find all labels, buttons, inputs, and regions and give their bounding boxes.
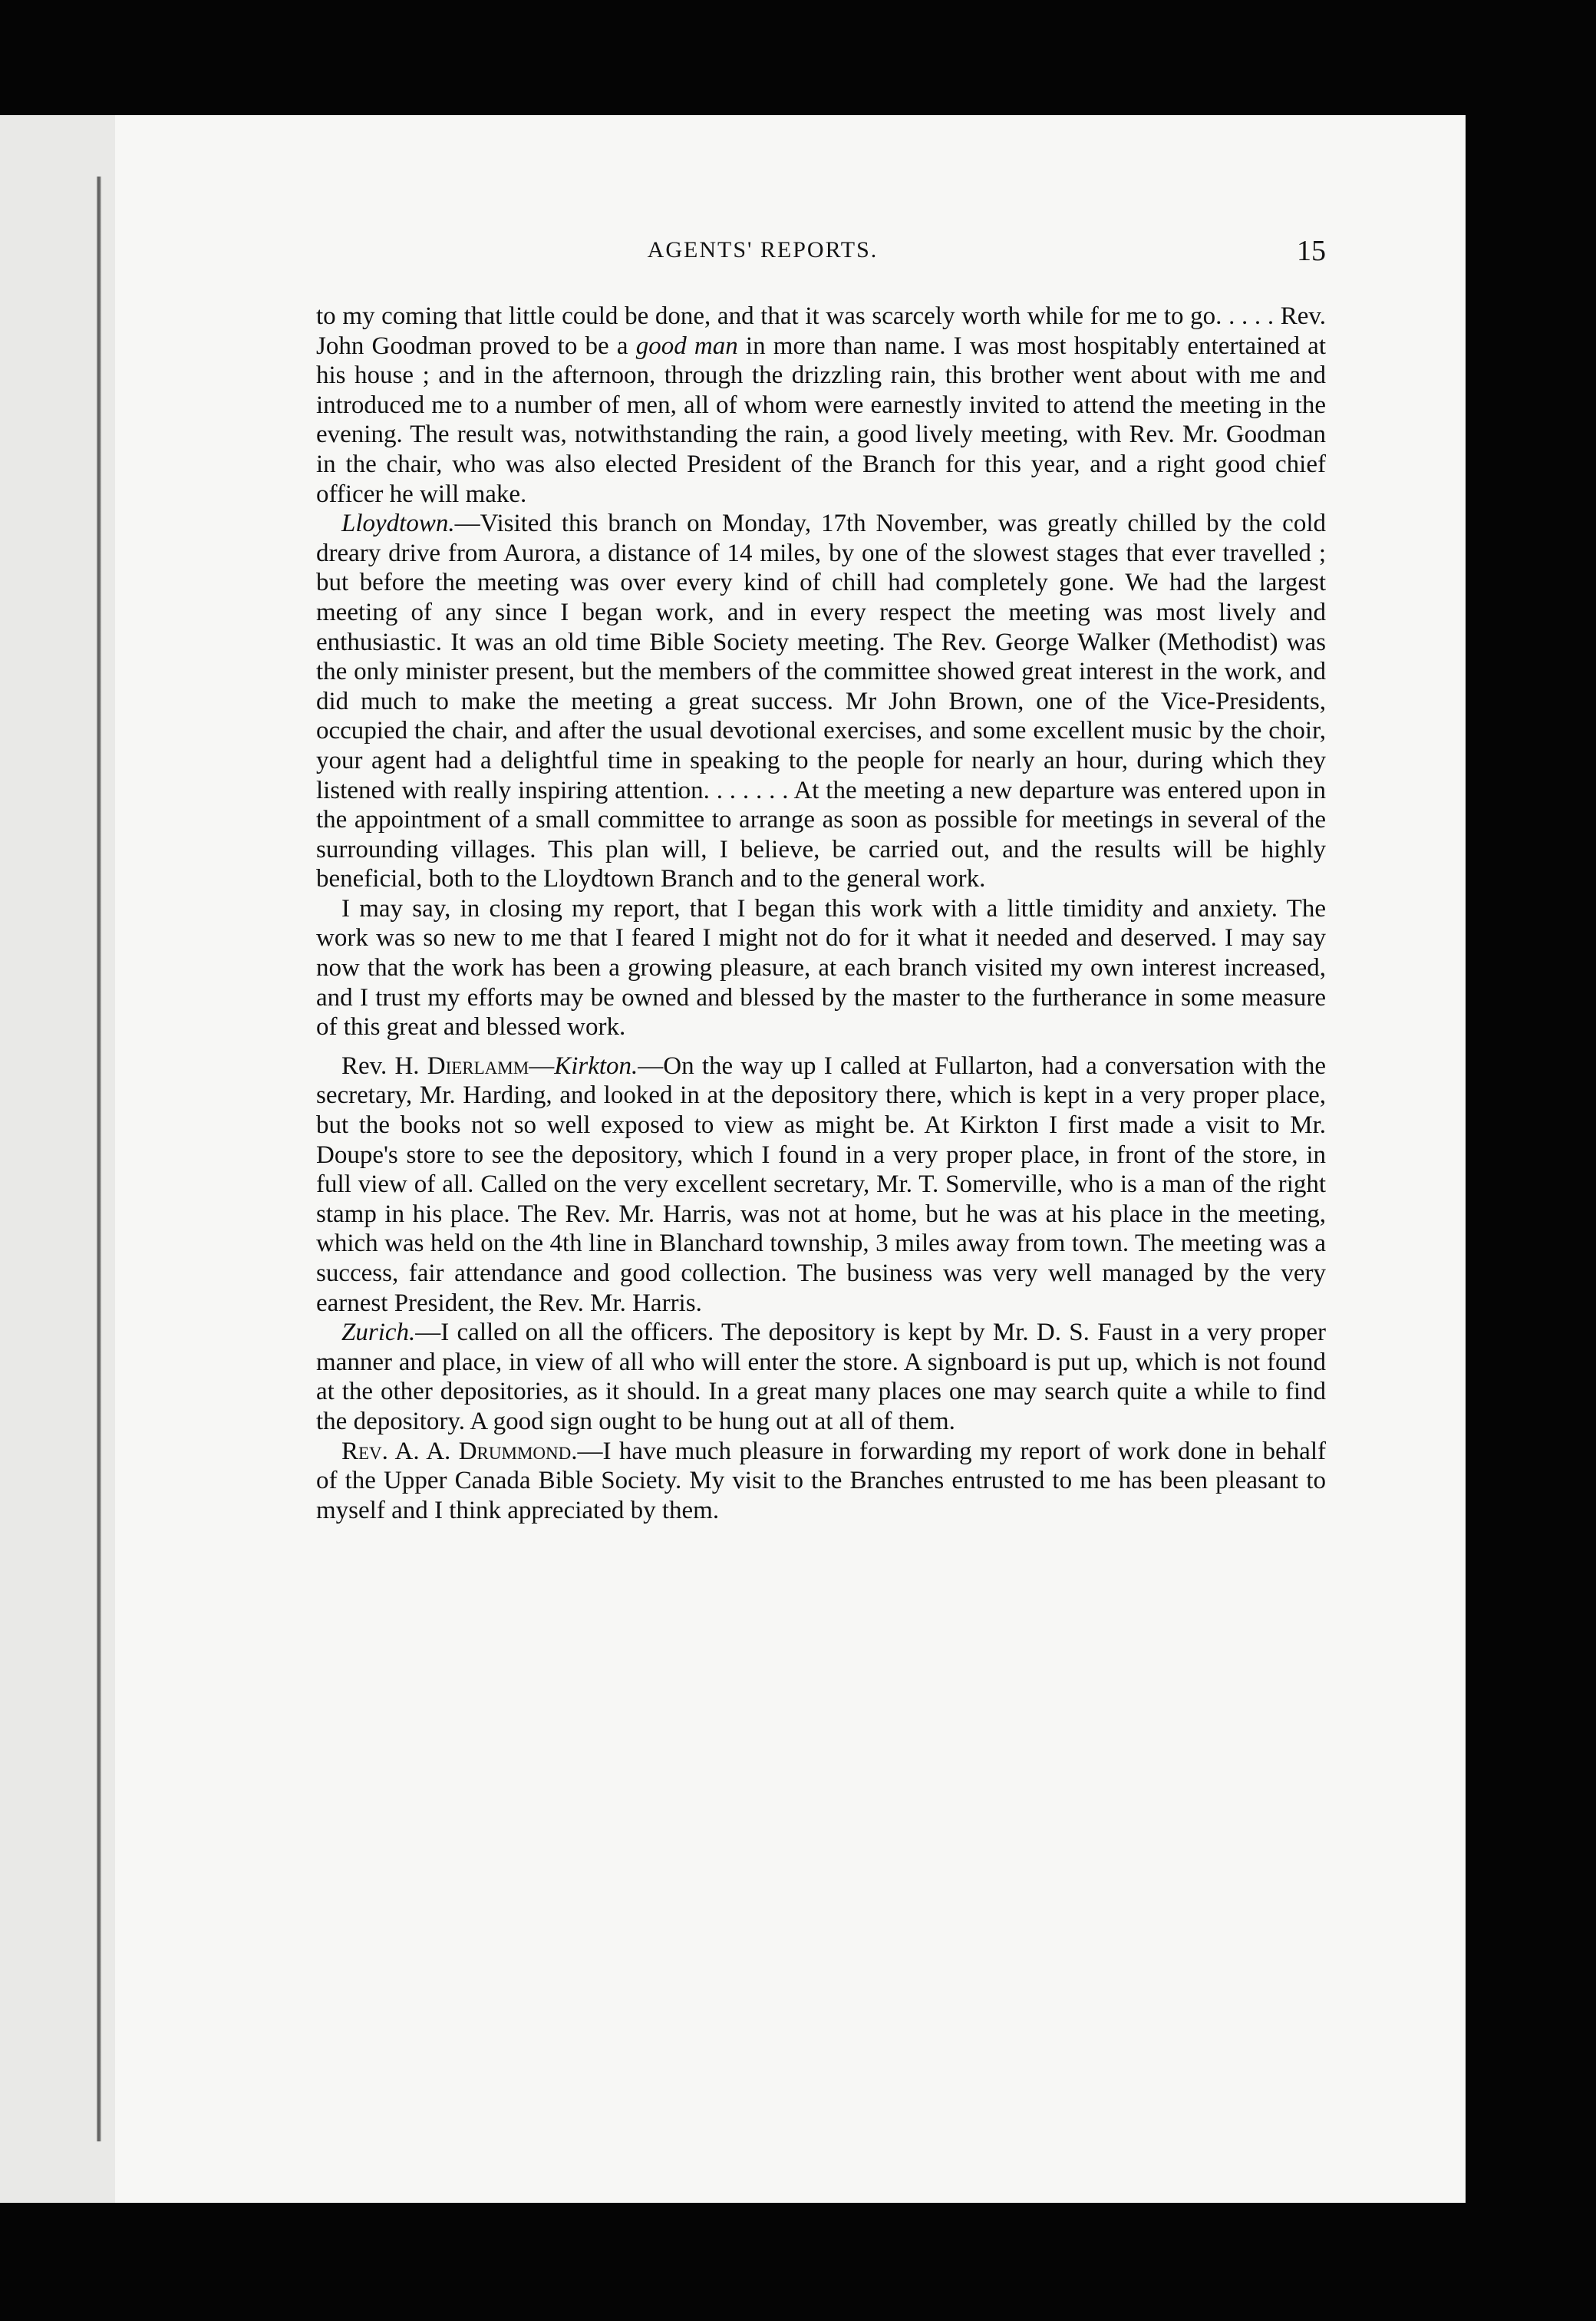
paragraph-closing (316, 894, 1326, 1042)
place-name: Zurich. (341, 1319, 416, 1347)
running-head: AGENTS' REPORTS. (647, 237, 879, 262)
text-span: —On the way up I called at Fullarton, had a conversation with the secretary, Mr. Harding, and looked in at the depository there, which is kept in a very proper place, but the books not so well exposed to view as might be. At Kirkton I first made a visit to Mr. Doupe's store to see the depository, which I found in a very proper place, in front of the store, in full view of all. Called on the very excellent secretary, Mr. T. Somerville, who is a man of the right stamp in his place. The Rev. Mr. Harris, was not at home, but he was at his place in the meeting, which was held on the 4th line in Blanchard township, 3 miles away from town. The meeting was a success, fair attendance and good collection. The business was very well managed by the very earnest President, the Rev. Mr. Harris. (316, 1052, 1326, 1317)
place-name: Kirkton. (554, 1052, 638, 1080)
text-span: Rev. H. (341, 1052, 427, 1080)
text-span: —Visited this branch on Monday, 17th November, was greatly chilled by the cold dreary drive from Aurora, a distance of 14 miles, by one of the slowest stages that ever travelled ; but before the meeting was over every kind of chill had completely gone. We had the largest meeting of any since I began work, and in every respect the meeting was most lively and enthusiastic. It was an old time Bible Society meeting. The Rev. George Walker (Methodist) was the only minister present, but the members of the committee showed great interest in the work, and did much to make the meeting a great success. Mr John Brown, one of the Vice-Presidents, occupied the chair, and after the usual devotional exercises, and some excellent music by the choir, your agent had a delightful time in speaking to the people for nearly an hour, during which they listened with really inspiring attention. . . . . . . At the meeting a new departure was entered upon in the appointment of a small committee to arrange as soon as possible for meetings in several of the surrounding villages. This plan will, I believe, be carried out, and the results will be highly beneficial, both to the Lloydtown Branch and to the general work. (316, 510, 1326, 893)
page-number: 15 (1297, 235, 1326, 267)
report-text (316, 302, 1326, 1525)
paragraph-kirkton (316, 1052, 1326, 1318)
agent-name: Rev. A. A. Drummond. (341, 1437, 578, 1465)
paragraph-lloydtown (316, 509, 1326, 894)
agent-name: Dierlamm (427, 1052, 529, 1080)
page-header (200, 234, 1326, 272)
place-name: Lloydtown. (341, 510, 455, 538)
text-span: I may say, in closing my report, that I began this work with a little timidity and anxiety. The work was so new to me that I feared I might not do for it what it needed and deserved. I may say now that the work has been a growing pleasure, at each branch visited my own interest increased, and I trust my efforts may be owned and blessed by the master to the furtherance in some measure of this great and blessed work. (316, 894, 1326, 1042)
text-span: —I called on all the officers. The depository is kept by Mr. D. S. Faust in a very proper manner and place, in view of all who will enter the store. A signboard is put up, which is not found at the other depositories, as it should. In a great many places one may search quite a while to find the depository. A good sign ought to be hung out at all of them. (316, 1319, 1326, 1435)
text-span: —I have much pleasure in forwarding my report of work done in behalf of the Upper Canada Bible Society. My visit to the Branches entrusted to me has been pleasant to myself and I think appreciated by them. (316, 1437, 1326, 1524)
paragraph-drummond (316, 1437, 1326, 1526)
italic-phrase: good man (635, 332, 738, 360)
text-span: to my coming that little could be done, and that it was scarcely worth while for me to go. . . . . Rev. John Goodman proved to be a (316, 302, 1326, 360)
text-span: in more than name. I was most hospitably entertained at his house ; and in the afternoon, through the drizzling rain, this brother went about with me and introduced me to a number of men, all of whom were earnestly invited to attend the meeting in the evening. The result was, notwithstanding the rain, a good lively meeting, with Rev. Mr. Goodman in the chair, who was also elected President of the Branch for this year, and a right good chief officer he will make. (316, 332, 1326, 508)
text-span: — (529, 1052, 555, 1080)
page-spine (97, 177, 101, 2141)
paragraph-zurich (316, 1318, 1326, 1436)
paragraph-goodman (316, 302, 1326, 509)
